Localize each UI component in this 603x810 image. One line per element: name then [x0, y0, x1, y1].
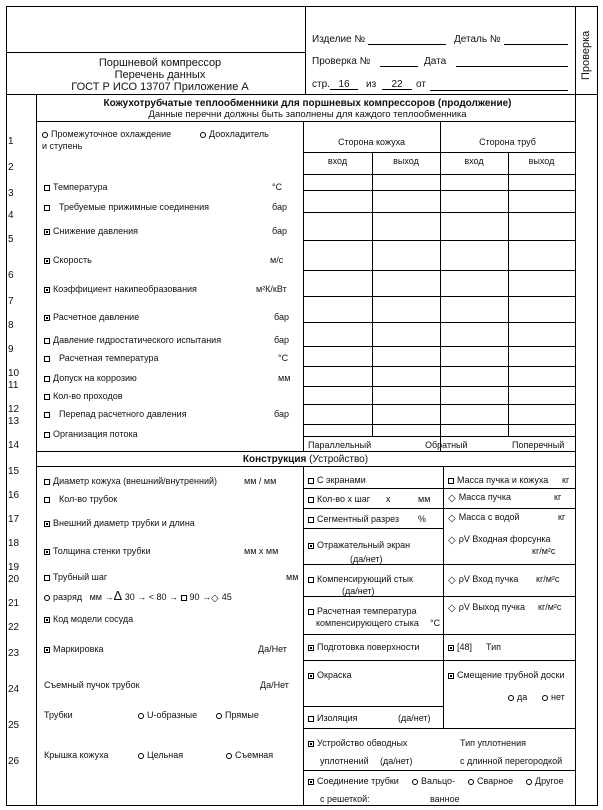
checkbox[interactable]	[44, 376, 50, 382]
grid-line	[303, 424, 575, 425]
header-divider	[305, 6, 306, 94]
intercooler-radio[interactable]	[42, 132, 48, 138]
checkbox-checked[interactable]	[448, 673, 454, 679]
row-number: 21	[8, 598, 20, 609]
field-label: Маркировка	[53, 644, 104, 654]
joint-rolled-line2: ванное	[430, 794, 460, 804]
param-label: Кол-во проходов	[53, 391, 123, 401]
opt-aftercooler[interactable]	[200, 129, 269, 139]
grid-line	[303, 296, 575, 297]
row-number: 1	[8, 136, 14, 147]
grid-line	[303, 564, 575, 565]
mass-bundle[interactable]	[448, 492, 511, 503]
marking[interactable]	[44, 644, 104, 654]
field-label: Масса с водой	[458, 512, 520, 522]
field-label: Внешний диаметр трубки и длина	[53, 518, 195, 528]
option-label: Цельная	[147, 750, 184, 760]
grid-line	[303, 770, 575, 771]
row-number: 12	[8, 404, 20, 415]
row-number: 22	[8, 622, 20, 633]
param-unit: бар	[272, 202, 287, 212]
joint-welded-radio[interactable]	[468, 779, 474, 785]
checkbox[interactable]	[44, 412, 50, 418]
segment-unit: %	[418, 514, 427, 524]
offset-yes-option[interactable]	[508, 692, 527, 702]
param-unit: бар	[274, 409, 289, 419]
grid-sub-header	[303, 152, 575, 153]
cover-solid-radio[interactable]	[138, 753, 144, 759]
grid-mid	[440, 121, 441, 451]
shell-diameter[interactable]	[44, 476, 217, 486]
row-number: 25	[8, 720, 20, 731]
field-label: Трубный шаг	[53, 572, 108, 582]
param-test-pressure[interactable]	[44, 335, 221, 345]
pattern-unit: мм	[89, 592, 102, 602]
grid-line	[303, 270, 575, 271]
grid-line	[303, 386, 575, 387]
section2-title-rest: (Устройство)	[309, 454, 369, 465]
param-flow-arrangement[interactable]	[44, 429, 138, 439]
row-number: 24	[8, 684, 20, 695]
param-label: Скорость	[53, 255, 92, 265]
pattern-30: 30	[124, 592, 135, 602]
param-label: Организация потока	[53, 429, 138, 439]
option-label: Съемная	[235, 750, 274, 760]
joint-welded-option[interactable]	[468, 776, 513, 786]
row-number: 8	[8, 320, 14, 331]
row-number: 9	[8, 344, 14, 355]
grid-line	[303, 488, 575, 489]
doc-title-3: ГОСТ Р ИСО 13707 Приложение А	[71, 81, 249, 93]
param-unit: м/с	[270, 255, 284, 265]
section2-title	[36, 454, 575, 465]
diamond-icon: ◇	[448, 575, 456, 586]
field-label: Изоляция	[317, 713, 358, 723]
checkbox-checked[interactable]	[44, 617, 50, 623]
offset-no-option[interactable]	[542, 692, 565, 702]
field-label: Соединение трубки	[317, 776, 399, 786]
field-label: ρV Вход пучка	[458, 574, 519, 584]
checkbox[interactable]	[44, 394, 50, 400]
option-label: Другое	[535, 776, 564, 786]
joint-other-radio[interactable]	[526, 779, 532, 785]
grid-line	[303, 190, 575, 191]
page-label: стр.	[312, 79, 330, 90]
checkbox[interactable]	[308, 517, 314, 523]
param-temperature[interactable]	[44, 182, 108, 192]
field-label: Расчетная температура	[317, 606, 417, 616]
segment-cut[interactable]	[308, 514, 399, 524]
expansion-temp-line2: компенсирующего стыка	[316, 618, 419, 628]
opt-intercooler[interactable]	[42, 129, 171, 139]
checkbox-checked[interactable]	[308, 673, 314, 679]
field-label: С экранами	[317, 475, 366, 485]
mass-unit: кг	[562, 475, 570, 485]
diamond-icon: ◇	[448, 513, 456, 524]
param-label: Перепад расчетного давления	[59, 409, 187, 419]
row-number: 15	[8, 466, 20, 477]
param-design-pressure[interactable]	[44, 312, 139, 322]
param-label: Коэффициент накипеобразования	[53, 284, 197, 294]
param-label: Расчетная температура	[59, 353, 159, 363]
aftercooler-radio[interactable]	[200, 132, 206, 138]
grid-line	[303, 240, 575, 241]
offset-yes-radio[interactable]	[508, 695, 514, 701]
tube-inlet-header: вход	[464, 156, 484, 166]
product-field[interactable]	[368, 44, 446, 45]
option-label: нет	[551, 692, 565, 702]
tubes-label: Трубки	[44, 710, 73, 720]
row-number: 2	[8, 162, 14, 173]
grid-line	[303, 634, 575, 635]
cover-solid-option[interactable]	[138, 750, 183, 760]
param-fouling[interactable]	[44, 284, 197, 294]
param-velocity[interactable]	[44, 255, 92, 265]
flow-parallel[interactable]: Параллельный	[308, 440, 372, 450]
checkbox[interactable]	[44, 185, 50, 191]
grid-line	[303, 660, 575, 661]
field-label: ρV Входная форсунка	[458, 534, 551, 544]
field-label: Смещение трубной доски	[457, 670, 565, 680]
surface-prep[interactable]	[308, 642, 419, 652]
tubes-u-radio[interactable]	[138, 713, 144, 719]
pattern-80: < 80	[148, 592, 167, 602]
checkbox-checked[interactable]	[44, 258, 50, 264]
joint-rolled-option[interactable]	[412, 776, 455, 786]
checkbox-checked[interactable]	[44, 521, 50, 527]
row-number: 13	[8, 416, 20, 427]
rho-nozzle[interactable]	[448, 534, 551, 545]
tube-joint-line2: с решеткой:	[320, 794, 370, 804]
param-label: Снижение давления	[53, 226, 138, 236]
pattern-45: 45	[221, 592, 232, 602]
expansion-unit: (да/нет)	[342, 586, 375, 596]
checkbox[interactable]	[44, 338, 50, 344]
field-label: Сегментный разрез	[317, 514, 400, 524]
section1-subtitle: Данные перечни должны быть заполнены для каждого теплообменника	[148, 109, 467, 120]
grid-left	[303, 121, 304, 451]
tube-wall[interactable]	[44, 546, 150, 556]
checkbox-checked[interactable]	[44, 229, 50, 235]
pattern-radio[interactable]	[44, 595, 50, 601]
tubes-straight-radio[interactable]	[216, 713, 222, 719]
checkbox-checked[interactable]	[448, 645, 454, 651]
option-label: Прямые	[225, 710, 259, 720]
rho-unit: кг/м²с	[536, 574, 560, 584]
bypass-line2: уплотнений	[320, 756, 369, 766]
tube-pitch[interactable]	[44, 572, 107, 582]
checkbox[interactable]	[44, 479, 50, 485]
option-label: U-образные	[147, 710, 198, 720]
option-label: Вальцо-	[421, 776, 456, 786]
tube-count[interactable]	[44, 494, 117, 504]
field-label: Масса пучка и кожуха	[457, 475, 549, 485]
param-label: Температура	[53, 182, 108, 192]
type-label: Тип	[486, 642, 502, 652]
param-unit: бар	[274, 312, 289, 322]
checkbox-checked[interactable]	[308, 645, 314, 651]
seal-type: Тип уплотнения	[460, 738, 527, 748]
field-label: Код модели сосуда	[53, 614, 134, 624]
bypass-unit: (да/нет)	[380, 756, 413, 766]
grid-line	[303, 404, 575, 405]
diamond-icon: ◇	[448, 535, 456, 546]
checkbox[interactable]	[44, 575, 50, 581]
param-unit: м²К/кВт	[256, 284, 287, 294]
checkbox[interactable]	[308, 609, 314, 615]
checkbox-checked[interactable]	[308, 543, 314, 549]
baffle-unit: мм	[418, 494, 431, 504]
grid-line	[303, 366, 575, 367]
expansion-temp-unit: °C	[430, 618, 441, 628]
row-number: 18	[8, 538, 20, 549]
grid-line	[303, 528, 443, 529]
checkbox[interactable]	[44, 497, 50, 503]
param-design-temperature[interactable]	[44, 353, 159, 363]
rho-bundle-in[interactable]	[448, 574, 518, 585]
param-unit: °C	[272, 182, 283, 192]
removable-bundle: Съемный пучок трубок	[44, 680, 140, 690]
shell-outlet-header: выход	[393, 156, 419, 166]
section2-top-line	[36, 451, 575, 452]
grid-shell-split	[372, 152, 373, 436]
param-clamp-connections[interactable]	[44, 202, 209, 212]
square-icon	[181, 595, 187, 601]
checkbox[interactable]	[308, 716, 314, 722]
row-number: 3	[8, 188, 14, 199]
tube-od-length[interactable]	[44, 518, 195, 528]
joint-other-option[interactable]	[526, 776, 564, 786]
grid-line	[303, 596, 575, 597]
field-label: Компенсирующий стык	[317, 574, 413, 584]
ref-label: [48]	[457, 642, 473, 652]
impingement-plate[interactable]	[308, 540, 410, 550]
option-label: да	[517, 692, 528, 702]
insulation[interactable]	[308, 713, 357, 723]
param-unit: мм	[278, 373, 291, 383]
intercooler-label: Промежуточное охлаждение	[51, 129, 172, 139]
field-label: Отражательный экран	[317, 540, 411, 550]
flow-counter[interactable]: Обратный	[425, 440, 468, 450]
field-label: Масса пучка	[458, 492, 512, 502]
grid-line	[303, 346, 575, 347]
part-label: Деталь №	[454, 34, 501, 45]
page-number: 16	[330, 79, 358, 90]
param-passes[interactable]	[44, 391, 123, 401]
grid-line	[303, 212, 575, 213]
row-number: 4	[8, 210, 14, 221]
row-number: 17	[8, 514, 20, 525]
painting[interactable]	[308, 670, 352, 680]
rho-bundle-out[interactable]	[448, 602, 525, 613]
vessel-code[interactable]	[44, 614, 133, 624]
field-label: Диаметр кожуха (внешний/внутренний)	[53, 476, 217, 486]
tubesheet-offset[interactable]	[448, 670, 565, 680]
checkbox[interactable]	[44, 356, 50, 362]
tube-wall-unit: мм х мм	[244, 546, 279, 556]
baffle-x: х	[386, 494, 391, 504]
checkbox-checked[interactable]	[44, 315, 50, 321]
joint-rolled-radio[interactable]	[412, 779, 418, 785]
checkbox[interactable]	[308, 497, 314, 503]
grid-line	[303, 508, 575, 509]
checkbox[interactable]	[44, 205, 50, 211]
field-label: Устройство обводных	[317, 738, 408, 748]
mass-unit: кг	[558, 512, 566, 522]
checkbox-checked[interactable]	[44, 287, 50, 293]
param-unit: °C	[278, 353, 289, 363]
date-field[interactable]	[456, 66, 568, 67]
diamond-icon: ◇	[211, 593, 219, 604]
tube-joint[interactable]	[308, 776, 399, 786]
option-label: Сварное	[477, 776, 514, 786]
diamond-icon: ◇	[448, 493, 456, 504]
row-number: 10	[8, 368, 20, 379]
row-number: 7	[8, 296, 14, 307]
s2-divider-1	[303, 466, 304, 806]
grid-tube-split	[508, 152, 509, 436]
flow-cross[interactable]: Поперечный	[512, 440, 565, 450]
s2-divider-2	[443, 466, 444, 728]
rho-unit: кг/м²с	[532, 546, 556, 556]
tube-side-header: Сторона труб	[479, 137, 536, 147]
row-number: 11	[8, 380, 19, 391]
bypass-seals[interactable]	[308, 738, 407, 748]
check-side-label: Проверка	[580, 30, 592, 80]
page-from-field[interactable]	[430, 90, 568, 91]
param-label: Допуск на коррозию	[53, 373, 137, 383]
page-from-label: от	[416, 79, 426, 90]
shell-diameter-unit: мм / мм	[244, 476, 277, 486]
param-label: Давление гидростатического испытания	[53, 335, 222, 345]
mass-unit: кг	[554, 492, 562, 502]
marking-unit: Да/Нет	[258, 644, 287, 654]
cover-removable-radio[interactable]	[226, 753, 232, 759]
removable-bundle-unit: Да/Нет	[260, 680, 289, 690]
checkbox[interactable]	[44, 432, 50, 438]
field-label: Кол-во трубок	[59, 494, 118, 504]
checkbox[interactable]	[448, 478, 454, 484]
param-label: Требуемые прижимные соединения	[59, 202, 210, 212]
checkbox-checked[interactable]	[44, 549, 50, 555]
param-corrosion[interactable]	[44, 373, 137, 383]
mass-water[interactable]	[448, 512, 520, 523]
row-number: 16	[8, 490, 20, 501]
baffle-count-pitch[interactable]	[308, 494, 370, 504]
param-unit: бар	[274, 335, 289, 345]
param-design-pressure-diff[interactable]	[44, 409, 187, 419]
checkbox[interactable]	[308, 478, 314, 484]
mass-bundle-shell[interactable]	[448, 475, 548, 485]
field-label: Окраска	[317, 670, 352, 680]
row-number: 20	[8, 574, 20, 585]
expansion-temp[interactable]	[308, 606, 417, 616]
expansion-joint[interactable]	[308, 574, 413, 584]
cover-removable-option[interactable]	[226, 750, 273, 760]
section2-title-bold: Конструкция	[242, 454, 307, 465]
row-number: 5	[8, 234, 14, 245]
param-pressure-drop[interactable]	[44, 226, 138, 236]
grid-line	[303, 728, 575, 729]
rho-unit: кг/м²с	[538, 602, 562, 612]
row-number: 6	[8, 270, 14, 281]
param-label: Расчетное давление	[53, 312, 140, 322]
number-column-divider	[36, 94, 37, 806]
check-no-field[interactable]	[380, 66, 418, 67]
field-label: Толщина стенки трубки	[53, 546, 151, 556]
field-label: ρV Выход пучка	[458, 602, 525, 612]
shell-side-header: Сторона кожуха	[338, 137, 405, 147]
tube-pitch-unit: мм	[286, 572, 299, 582]
shell-inlet-header: вход	[327, 156, 348, 166]
opt-stage-label: и ступень	[42, 141, 83, 151]
row-number: 19	[8, 562, 20, 573]
product-label: Изделие №	[312, 34, 366, 45]
date-label: Дата	[424, 56, 447, 67]
row-number: 26	[8, 756, 20, 767]
cover-label: Крышка кожуха	[44, 750, 109, 760]
checkbox[interactable]	[308, 577, 314, 583]
offset-no-radio[interactable]	[542, 695, 548, 701]
aftercooler-label: Доохладитель	[209, 129, 269, 139]
field-label: Подготовка поверхности	[317, 642, 420, 652]
grid-line	[303, 706, 443, 707]
grid-line	[303, 436, 575, 437]
page-of-label: из	[366, 79, 377, 90]
pitch-pattern[interactable]: разряд мм →Δ 30 → < 80 → 90 →◇ 45	[44, 588, 232, 603]
field-label: Кол-во x шаг	[317, 494, 370, 504]
checkbox-checked[interactable]	[44, 647, 50, 653]
part-field[interactable]	[504, 44, 568, 45]
screens[interactable]	[308, 475, 366, 485]
field-label: разряд	[53, 592, 83, 602]
doc-title-2: Перечень данных	[114, 69, 206, 81]
checkbox-checked[interactable]	[308, 779, 314, 785]
check-no-label: Проверка №	[312, 56, 371, 67]
section1-title: Кожухотрубчатые теплообменники для поршневых компрессоров (продолжение)	[103, 98, 512, 109]
pattern-90: 90	[189, 592, 200, 602]
triangle-icon: Δ	[113, 588, 123, 603]
diamond-icon: ◇	[448, 603, 456, 614]
tube-outlet-header: выход	[528, 156, 555, 166]
param-unit: бар	[272, 226, 287, 236]
checkbox-checked[interactable]	[308, 741, 314, 747]
doc-title-1: Поршневой компрессор	[98, 57, 222, 69]
header-bottom-line	[6, 94, 598, 95]
impinge-unit: (да/нет)	[350, 554, 383, 564]
grid-line	[303, 322, 575, 323]
row-number: 14	[8, 440, 20, 451]
section1-heading-line	[36, 121, 575, 122]
header-title-top-line	[6, 52, 305, 53]
insulation-unit: (да/нет)	[398, 713, 431, 723]
tubes-u-option[interactable]	[138, 710, 197, 720]
page-total: 22	[382, 79, 412, 90]
seal-type-line2: с длинной перегородкой	[460, 756, 563, 766]
row-number: 23	[8, 648, 20, 659]
section2-heading-line	[36, 466, 575, 467]
ref-48[interactable]	[448, 642, 472, 652]
grid-line	[303, 174, 575, 175]
check-column-divider	[575, 6, 576, 806]
tubes-straight-option[interactable]	[216, 710, 259, 720]
